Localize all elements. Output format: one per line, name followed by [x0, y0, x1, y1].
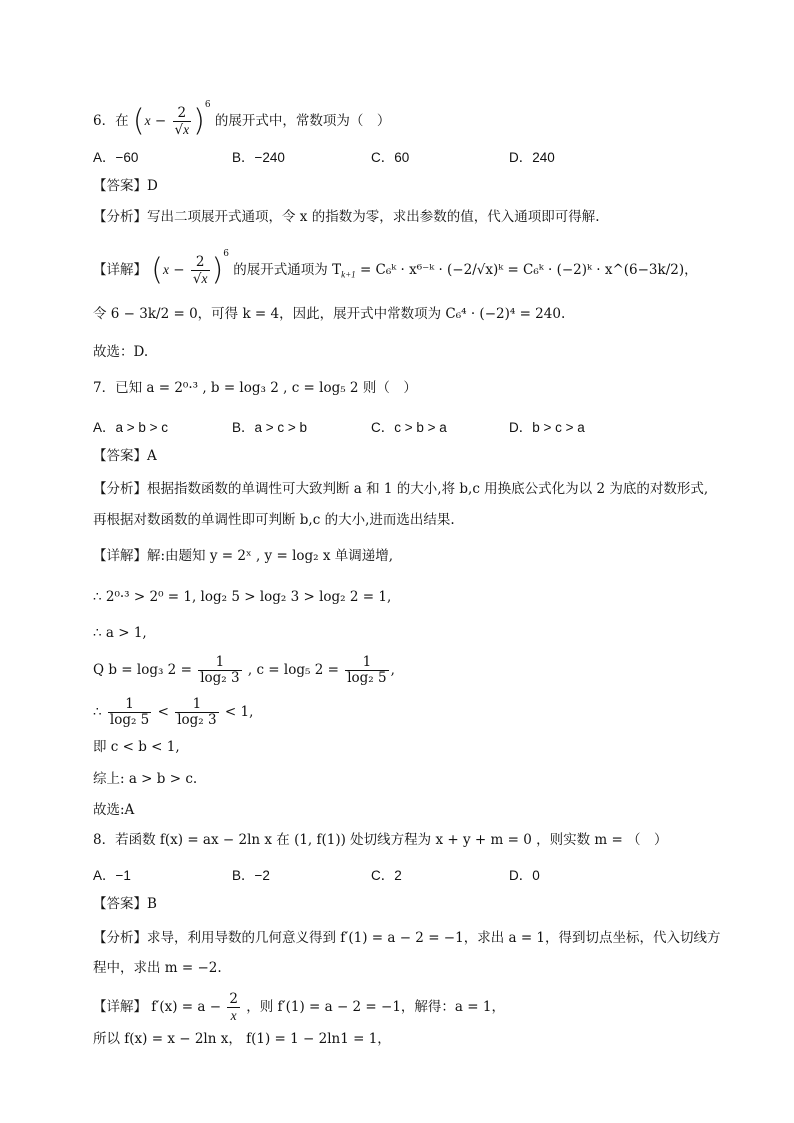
q6-option-a: A．−60 [93, 150, 139, 165]
q7-d5-f1-num: 1 [108, 697, 151, 713]
q7-d5-pre: ∴ [93, 704, 102, 720]
q6-option-c: C．60 [371, 150, 410, 165]
q7-option-c: C．c > b > a [371, 420, 447, 435]
q6-choose: 故选：D. [93, 344, 149, 360]
q7-detail-6: 即 c < b < 1, [93, 739, 180, 755]
q6-text: 的展开式中，常数项为（ ） [214, 113, 391, 129]
q7-d5-mid: < [157, 704, 169, 720]
q8-d1-den: x [230, 1008, 237, 1023]
q7-detail-3: ∴ a > 1, [93, 625, 147, 641]
q7-detail-5 [93, 697, 253, 728]
q6-right-paren: ) [193, 103, 205, 139]
q7-detail-7: 综上: a > b > c. [93, 771, 198, 787]
q6-option-b: B．−240 [232, 150, 285, 165]
q7-d5-f2-den: log₂ 3 [177, 712, 217, 728]
q7-d4-f2-den: log₂ 5 [347, 670, 387, 686]
q8-d1-post: ，则 f′(1) = a − 2 = −1，解得：a = 1， [246, 999, 505, 1015]
q7-detail-4 [93, 655, 395, 686]
q7-option-b: B．a > c > b [232, 420, 308, 435]
q6-line2: 令 6 − 3k/2 = 0，可得 k = 4，因此，展开式中常数项为 C₆⁴ · (−2)⁴ = 240. [93, 306, 566, 322]
q6-stem: 6．在 (x − $\frac{2}{√x}$ )$^6$ 的展开式中，常数项为（ ） [93, 100, 391, 139]
q8-option-d: D．0 [509, 868, 540, 883]
q7-detail-2: ∴ 2⁰·³ > 2⁰ = 1, log₂ 5 > log₂ 3 > log₂ 2 = 1, [93, 589, 392, 605]
q7-option-d: D．b > c > a [509, 420, 585, 435]
q8-detail-2: 所以 f(x) = x − 2ln x， f(1) = 1 − 2ln1 = 1， [93, 1031, 391, 1047]
q7-d5-f2-num: 1 [175, 697, 218, 713]
q7-d4-f1-den: log₂ 3 [200, 670, 240, 686]
q7-choose: 故选:A [93, 802, 135, 818]
q7-option-a: A．a > b > c [93, 420, 169, 435]
q8-option-a: A．−1 [93, 868, 131, 883]
q7-d4-f2-num: 1 [345, 655, 388, 671]
q7-answer: 【答案】A [93, 448, 157, 464]
q6-detail: 【详解】 (x − $\frac{2}{√x}$ )$^6$ 的展开式通项为 $T_{k+1}$ = C₆ᵏ · x⁶⁻ᵏ · (−2/√x)ᵏ = C₆ᵏ · (−2)ᵏ · x^(6−3k/2)， [93, 249, 698, 288]
q7-detail-4-a: Q b = log₃ 2 = [93, 662, 192, 678]
q7-d5-f1-den: log₂ 5 [109, 712, 150, 728]
q7-detail-1: 【详解】解:由题知 y = 2ˣ , y = log₂ x 单调递增, [93, 548, 394, 564]
q6-detail-label: 【详解】 [93, 262, 147, 278]
q7-detail-4-b: , c = log₅ 2 = [247, 662, 339, 678]
q8-answer: 【答案】B [93, 896, 157, 912]
q6-detail-formula: = C₆ᵏ · x⁶⁻ᵏ · (−2/√x)ᵏ = C₆ᵏ · (−2)ᵏ · x^(6−3k/2)， [359, 262, 698, 278]
q6-answer: 【答案】D [93, 178, 158, 194]
q6-number: 6．在 [93, 113, 129, 129]
q6-option-d: D．240 [509, 150, 555, 165]
q8-d1-pre: 【详解】 f′(x) = a − [93, 999, 222, 1015]
q8-detail-1 [93, 992, 505, 1023]
q7-analysis-2: 再根据对数函数的单调性即可判断 b,c 的大小,进而选出结果. [93, 512, 455, 528]
q7-stem: 7．已知 a = 2⁰·³ , b = log₃ 2 , c = log₅ 2 则（ ） [93, 380, 417, 396]
q8-analysis-2: 程中，求出 m = −2. [93, 960, 222, 976]
q7-d4-f1-num: 1 [198, 655, 241, 671]
q6-detail-text: 的展开式通项为 T [233, 262, 342, 278]
q6-left-paren: ( [132, 103, 145, 139]
q8-option-b: B．−2 [232, 868, 270, 883]
q8-analysis-1: 【分析】求导，利用导数的几何意义得到 f′(1) = a − 2 = −1，求出 a = 1，得到切点坐标，代入切线方 [93, 930, 721, 946]
q8-option-c: C．2 [371, 868, 402, 883]
q6-analysis: 【分析】写出二项展开式通项，令 x 的指数为零，求出参数的值，代入通项即可得解. [93, 209, 600, 225]
q7-d5-post: < 1, [224, 704, 254, 720]
q7-analysis-1: 【分析】根据指数函数的单调性可大致判断 a 和 1 的大小,将 b,c 用换底公式化为以 2 为底的对数形式, [93, 481, 709, 497]
q7-detail-4-c: , [390, 662, 395, 678]
q8-stem: 8．若函数 f(x) = ax − 2ln x 在 (1, f(1)) 处切线方程为 x + y + m = 0 ，则实数 m = （ ） [93, 832, 668, 848]
q8-d1-num: 2 [229, 991, 238, 1007]
q6-fraction: $\frac{2}{√x}$ [174, 104, 190, 138]
